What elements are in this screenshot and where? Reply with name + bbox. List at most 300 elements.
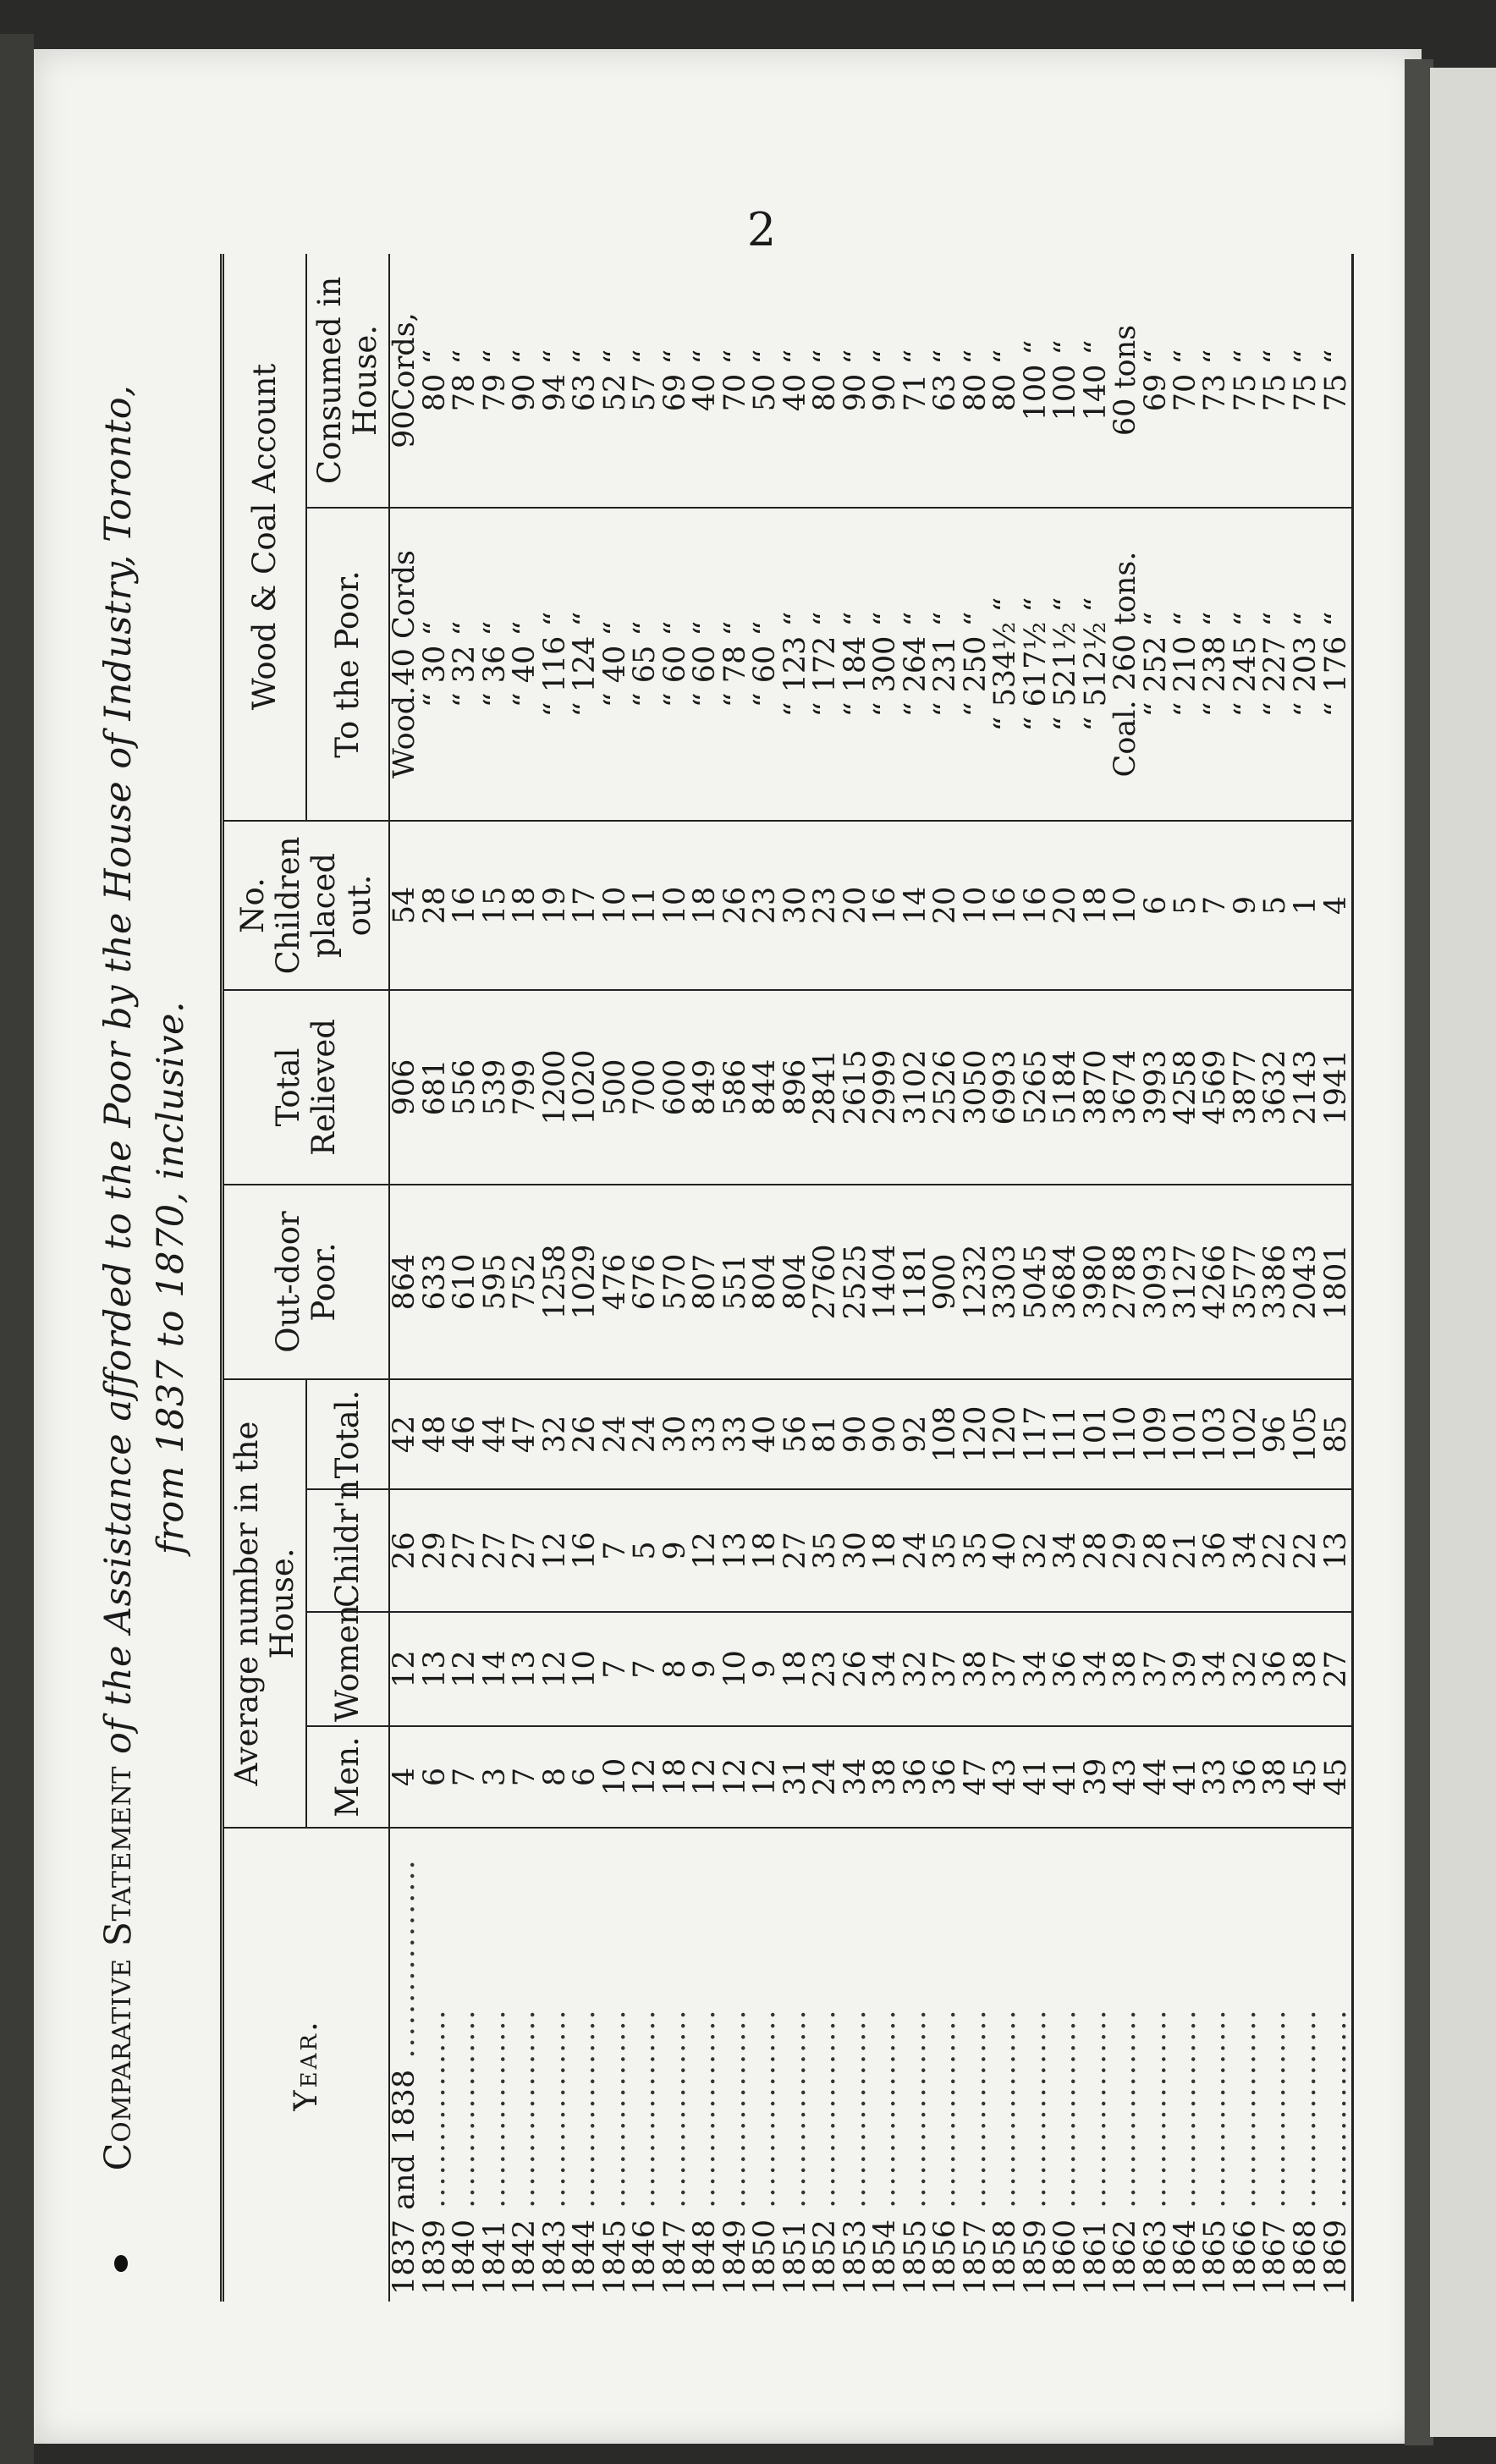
table-row — [1321, 254, 1352, 2302]
consumed-cell: 40 “ — [690, 254, 720, 508]
placed-cell: 20 — [840, 821, 870, 990]
consumed-cell: 78 “ — [450, 254, 480, 508]
table-row — [1051, 254, 1081, 2302]
outdoor-cell: 1181 — [900, 1185, 930, 1379]
men-cell: 34 — [840, 1726, 870, 1828]
children-cell: 12 — [541, 1489, 570, 1612]
year-cell — [1198, 1828, 1233, 2302]
table-row — [690, 254, 720, 2302]
to-poor-cell: “ 521½ “ — [1051, 508, 1081, 821]
outdoor-cell: 1258 — [541, 1185, 570, 1379]
women-cell: 38 — [1291, 1612, 1321, 1726]
table-body — [389, 254, 1353, 2302]
relieved-cell: 539 — [481, 990, 510, 1185]
consumed-cell: 63 “ — [570, 254, 600, 508]
outdoor-cell: 3684 — [1051, 1185, 1081, 1379]
table-row — [1081, 254, 1110, 2302]
consumed-cell: 52 “ — [601, 254, 630, 508]
consumed-cell: 94 “ — [541, 254, 570, 508]
men-cell: 6 — [570, 1726, 600, 1828]
leader-dots: .................. — [1288, 2008, 1323, 2219]
consumed-cell: 100 “ — [1051, 254, 1081, 508]
year-label: 1853 — [838, 2219, 872, 2295]
outdoor-cell: 752 — [510, 1185, 540, 1379]
total-cell: 90 — [871, 1379, 900, 1489]
outdoor-cell: 807 — [690, 1185, 720, 1379]
year-cell — [450, 1828, 480, 2302]
placed-cell: 10 — [661, 821, 690, 990]
header-consumed: Consumed in House. — [306, 254, 389, 508]
consumed-cell: 75 “ — [1261, 254, 1290, 508]
outdoor-cell: 3386 — [1261, 1185, 1290, 1379]
title-italic-1: of the Assistance afforded to the Poor by the House of Industry, Toronto, — [97, 384, 140, 1754]
table-row — [931, 254, 960, 2302]
children-cell: 21 — [1171, 1489, 1201, 1612]
table-row — [450, 254, 480, 2302]
year-cell — [840, 1828, 870, 2302]
year-cell — [537, 1828, 572, 2302]
children-cell: 35 — [811, 1489, 840, 1612]
children-cell: 40 — [991, 1489, 1020, 1612]
children-cell: 22 — [1291, 1489, 1321, 1612]
outdoor-cell: 2788 — [1111, 1185, 1141, 1379]
outdoor-cell: 3577 — [1231, 1185, 1261, 1379]
total-cell: 96 — [1261, 1379, 1290, 1489]
year-label: 1840 — [448, 2219, 482, 2295]
women-cell: 26 — [840, 1612, 870, 1726]
to-poor-cell: “ 512½ “ — [1081, 508, 1110, 821]
leader-dots: .................. — [718, 2008, 752, 2219]
women-cell: 38 — [1111, 1612, 1141, 1726]
relieved-cell: 3674 — [1111, 990, 1141, 1185]
men-cell: 4 — [389, 1726, 421, 1828]
year-label: 1865 — [1198, 2219, 1233, 2295]
relieved-cell: 1200 — [541, 990, 570, 1185]
placed-cell: 23 — [751, 821, 780, 990]
women-cell: 12 — [389, 1612, 421, 1726]
assistance-table — [220, 254, 1354, 2302]
children-cell: 28 — [1081, 1489, 1110, 1612]
relieved-cell: 700 — [630, 990, 660, 1185]
men-cell: 43 — [991, 1726, 1020, 1828]
placed-cell: 30 — [780, 821, 810, 990]
leader-dots: .................. — [537, 2008, 572, 2219]
women-cell: 37 — [1141, 1612, 1170, 1726]
year-label: 1864 — [1169, 2219, 1202, 2295]
men-cell: 45 — [1291, 1726, 1321, 1828]
outdoor-cell: 1232 — [960, 1185, 990, 1379]
children-cell: 27 — [780, 1489, 810, 1612]
consumed-cell: 60 tons — [1111, 254, 1141, 508]
consumed-cell: 71 “ — [900, 254, 930, 508]
to-poor-cell: “ 617½ “ — [1020, 508, 1050, 821]
relieved-cell: 2841 — [811, 990, 840, 1185]
relieved-cell: 2143 — [1291, 990, 1321, 1185]
outdoor-cell: 1404 — [871, 1185, 900, 1379]
relieved-cell: 896 — [780, 990, 810, 1185]
children-cell: 13 — [721, 1489, 751, 1612]
consumed-cell: 80 “ — [960, 254, 990, 508]
placed-cell: 54 — [389, 821, 421, 990]
relieved-cell: 1020 — [570, 990, 600, 1185]
outdoor-cell: 804 — [780, 1185, 810, 1379]
total-cell: 105 — [1291, 1379, 1321, 1489]
year-label: 1868 — [1288, 2219, 1323, 2295]
year-cell — [570, 1828, 600, 2302]
year-cell — [477, 1828, 512, 2302]
placed-cell: 16 — [871, 821, 900, 990]
relieved-cell: 3632 — [1261, 990, 1290, 1185]
placed-cell: 17 — [570, 821, 600, 990]
children-cell: 27 — [481, 1489, 510, 1612]
placed-cell: 7 — [1201, 821, 1230, 990]
year-label: 1844 — [568, 2219, 602, 2295]
total-cell: 109 — [1141, 1379, 1170, 1489]
leader-dots: .................. — [597, 2008, 632, 2219]
outdoor-cell: 2525 — [840, 1185, 870, 1379]
outdoor-cell: 1801 — [1321, 1185, 1352, 1379]
year-cell — [780, 1828, 810, 2302]
table-row — [871, 254, 900, 2302]
consumed-cell: 69 “ — [661, 254, 690, 508]
women-cell: 9 — [751, 1612, 780, 1726]
leader-dots: .................. — [568, 2008, 602, 2219]
placed-cell: 1 — [1291, 821, 1321, 990]
year-label: 1841 — [477, 2219, 512, 2295]
to-poor-cell: “ 124 “ — [570, 508, 600, 821]
children-cell: 32 — [1020, 1489, 1050, 1612]
women-cell: 13 — [421, 1612, 450, 1726]
men-cell: 7 — [450, 1726, 480, 1828]
header-children: Childr'n — [306, 1489, 389, 1612]
men-cell: 12 — [721, 1726, 751, 1828]
table-row — [960, 254, 990, 2302]
leader-dots: .................. — [1108, 2008, 1143, 2219]
outdoor-cell: 3303 — [991, 1185, 1020, 1379]
children-cell: 12 — [690, 1489, 720, 1612]
year-cell — [1048, 1828, 1083, 2302]
to-poor-cell: “ 123 “ — [780, 508, 810, 821]
to-poor-cell: “ 534½ “ — [991, 508, 1020, 821]
total-cell: 108 — [931, 1379, 960, 1489]
table-row — [780, 254, 810, 2302]
header-outdoor: Out-door Poor. — [223, 1185, 390, 1379]
leader-dots: .................. — [868, 2008, 903, 2219]
children-cell: 34 — [1231, 1489, 1261, 1612]
relieved-cell: 844 — [751, 990, 780, 1185]
men-cell: 7 — [510, 1726, 540, 1828]
placed-cell: 14 — [900, 821, 930, 990]
children-cell: 29 — [421, 1489, 450, 1612]
to-poor-cell: “ 184 “ — [840, 508, 870, 821]
children-cell: 5 — [630, 1489, 660, 1612]
year-cell — [958, 1828, 993, 2302]
leader-dots: .................. — [388, 1858, 422, 2070]
relieved-cell: 4569 — [1201, 990, 1230, 1185]
placed-cell: 20 — [1051, 821, 1081, 990]
total-cell: 42 — [389, 1379, 421, 1489]
to-poor-cell: “ 172 “ — [811, 508, 840, 821]
table-row — [840, 254, 870, 2302]
year-cell — [1138, 1828, 1173, 2302]
total-cell: 56 — [780, 1379, 810, 1489]
leader-dots: .................. — [748, 2008, 783, 2219]
men-cell: 12 — [751, 1726, 780, 1828]
table-row — [1201, 254, 1230, 2302]
men-cell: 38 — [1261, 1726, 1290, 1828]
placed-cell: 5 — [1171, 821, 1201, 990]
consumed-cell: 140 “ — [1081, 254, 1110, 508]
leader-dots: .................. — [1018, 2008, 1053, 2219]
children-cell: 34 — [1051, 1489, 1081, 1612]
year-label: 1869 — [1318, 2219, 1353, 2295]
year-label: 1862 — [1108, 2219, 1143, 2295]
total-cell: 48 — [421, 1379, 450, 1489]
consumed-cell: 40 “ — [780, 254, 810, 508]
header-total: Total. — [306, 1379, 389, 1489]
table-row — [1291, 254, 1321, 2302]
women-cell: 34 — [871, 1612, 900, 1726]
table-row — [541, 254, 570, 2302]
year-label: 1855 — [898, 2219, 932, 2295]
consumed-cell: 69 “ — [1141, 254, 1170, 508]
year-label: 1859 — [1018, 2219, 1053, 2295]
to-poor-cell: Wood.40 Cords — [389, 508, 421, 821]
consumed-cell: 57 “ — [630, 254, 660, 508]
year-label: 1854 — [868, 2219, 903, 2295]
table-row — [1231, 254, 1261, 2302]
women-cell: 18 — [780, 1612, 810, 1726]
total-cell: 120 — [960, 1379, 990, 1489]
placed-cell: 10 — [1111, 821, 1141, 990]
outdoor-cell: 3093 — [1141, 1185, 1170, 1379]
leader-dots: .................. — [508, 2008, 542, 2219]
to-poor-cell: “ 176 “ — [1321, 508, 1352, 821]
to-poor-cell: “ 300 “ — [871, 508, 900, 821]
consumed-cell: 90 “ — [840, 254, 870, 508]
leader-dots: .................. — [448, 2008, 482, 2219]
children-cell: 9 — [661, 1489, 690, 1612]
consumed-cell: 80 “ — [991, 254, 1020, 508]
total-cell: 24 — [601, 1379, 630, 1489]
men-cell: 43 — [1111, 1726, 1141, 1828]
women-cell: 12 — [450, 1612, 480, 1726]
statement-title — [93, 254, 144, 2302]
year-label: 1842 — [508, 2219, 542, 2295]
children-cell: 26 — [389, 1489, 421, 1612]
placed-cell: 16 — [450, 821, 480, 990]
year-label: 1852 — [808, 2219, 843, 2295]
year-cell — [628, 1828, 663, 2302]
children-cell: 35 — [960, 1489, 990, 1612]
relieved-cell: 500 — [601, 990, 630, 1185]
statement-subtitle — [146, 254, 196, 2302]
table-row — [1141, 254, 1170, 2302]
table-row — [991, 254, 1020, 2302]
children-cell: 18 — [751, 1489, 780, 1612]
women-cell: 7 — [601, 1612, 630, 1726]
outdoor-cell: 3127 — [1171, 1185, 1201, 1379]
men-cell: 44 — [1141, 1726, 1170, 1828]
year-cell — [1228, 1828, 1262, 2302]
leader-dots: .................. — [1138, 2008, 1173, 2219]
relieved-cell: 906 — [389, 990, 421, 1185]
men-cell: 12 — [630, 1726, 660, 1828]
relieved-cell: 2615 — [840, 990, 870, 1185]
header-house-group: Average number in the House. — [223, 1379, 307, 1828]
outdoor-cell: 676 — [630, 1185, 660, 1379]
year-cell — [868, 1828, 903, 2302]
table-row — [661, 254, 690, 2302]
leader-dots: .................. — [988, 2008, 1023, 2219]
women-cell: 8 — [661, 1612, 690, 1726]
year-label: 1843 — [537, 2219, 572, 2295]
relieved-cell: 3102 — [900, 990, 930, 1185]
to-poor-cell: “ 60 “ — [661, 508, 690, 821]
placed-cell: 10 — [960, 821, 990, 990]
relieved-cell: 849 — [690, 990, 720, 1185]
placed-cell: 4 — [1321, 821, 1352, 990]
relieved-cell: 3993 — [1141, 990, 1170, 1185]
to-poor-cell: “ 40 “ — [601, 508, 630, 821]
placed-cell: 16 — [1020, 821, 1050, 990]
children-cell: 30 — [840, 1489, 870, 1612]
men-cell: 18 — [661, 1726, 690, 1828]
men-cell: 6 — [421, 1726, 450, 1828]
relieved-cell: 2526 — [931, 990, 960, 1185]
women-cell: 36 — [1051, 1612, 1081, 1726]
children-cell: 18 — [871, 1489, 900, 1612]
to-poor-cell: “ 252 “ — [1141, 508, 1170, 821]
placed-cell: 5 — [1261, 821, 1290, 990]
year-cell — [1108, 1828, 1143, 2302]
women-cell: 23 — [811, 1612, 840, 1726]
relieved-cell: 681 — [421, 990, 450, 1185]
to-poor-cell: “ 231 “ — [931, 508, 960, 821]
outdoor-cell: 5045 — [1020, 1185, 1050, 1379]
men-cell: 38 — [871, 1726, 900, 1828]
table-row — [721, 254, 751, 2302]
total-cell: 102 — [1231, 1379, 1261, 1489]
women-cell: 38 — [960, 1612, 990, 1726]
placed-cell: 10 — [601, 821, 630, 990]
year-cell — [928, 1828, 963, 2302]
men-cell: 41 — [1051, 1726, 1081, 1828]
placed-cell: 16 — [991, 821, 1020, 990]
to-poor-cell: “ 210 “ — [1171, 508, 1201, 821]
children-cell: 29 — [1111, 1489, 1141, 1612]
to-poor-cell: “ 250 “ — [960, 508, 990, 821]
relieved-cell: 1941 — [1321, 990, 1352, 1185]
leader-dots: .................. — [1048, 2008, 1083, 2219]
relieved-cell: 5184 — [1051, 990, 1081, 1185]
header-placed: No. Children placed out. — [223, 821, 390, 990]
total-cell: 92 — [900, 1379, 930, 1489]
leader-dots: .................. — [1169, 2008, 1202, 2219]
women-cell: 34 — [1020, 1612, 1050, 1726]
men-cell: 24 — [811, 1726, 840, 1828]
year-cell — [417, 1828, 452, 2302]
leader-dots: .................. — [657, 2008, 692, 2219]
year-label: 1866 — [1228, 2219, 1262, 2295]
year-cell — [808, 1828, 843, 2302]
table-row — [1111, 254, 1141, 2302]
men-cell: 47 — [960, 1726, 990, 1828]
book-left-edge — [0, 34, 34, 2464]
women-cell: 37 — [991, 1612, 1020, 1726]
year-label: 1851 — [778, 2219, 812, 2295]
men-cell: 41 — [1171, 1726, 1201, 1828]
year-label: 1858 — [988, 2219, 1023, 2295]
relieved-cell: 4258 — [1171, 990, 1201, 1185]
table-row — [601, 254, 630, 2302]
men-cell: 36 — [931, 1726, 960, 1828]
outdoor-cell: 3980 — [1081, 1185, 1110, 1379]
relieved-cell: 556 — [450, 990, 480, 1185]
children-cell: 35 — [931, 1489, 960, 1612]
year-cell — [1078, 1828, 1113, 2302]
outdoor-cell: 551 — [721, 1185, 751, 1379]
table-row — [751, 254, 780, 2302]
year-cell — [510, 1828, 540, 2302]
placed-cell: 18 — [510, 821, 540, 990]
women-cell: 32 — [1231, 1612, 1261, 1726]
men-cell: 33 — [1201, 1726, 1230, 1828]
next-page-edge — [1430, 68, 1496, 2437]
total-cell: 120 — [991, 1379, 1020, 1489]
relieved-cell: 600 — [661, 990, 690, 1185]
total-cell: 101 — [1171, 1379, 1201, 1489]
leader-dots: .................. — [417, 2008, 452, 2219]
table-row — [389, 254, 421, 2302]
consumed-cell: 75 “ — [1291, 254, 1321, 508]
table-row — [1261, 254, 1290, 2302]
consumed-cell: 73 “ — [1201, 254, 1230, 508]
year-cell — [748, 1828, 783, 2302]
header-relieved: Total Relieved — [223, 990, 390, 1185]
to-poor-cell: “ 65 “ — [630, 508, 660, 821]
outdoor-cell: 595 — [481, 1185, 510, 1379]
total-cell: 46 — [450, 1379, 480, 1489]
women-cell: 36 — [1261, 1612, 1290, 1726]
header-wood-group: Wood & Coal Account — [223, 254, 307, 821]
consumed-cell: 90Cords, — [389, 254, 421, 508]
year-label: 1860 — [1048, 2219, 1083, 2295]
placed-cell: 15 — [481, 821, 510, 990]
men-cell: 41 — [1020, 1726, 1050, 1828]
year-cell — [718, 1828, 752, 2302]
children-cell: 13 — [1321, 1489, 1352, 1612]
total-cell: 32 — [541, 1379, 570, 1489]
year-cell — [657, 1828, 692, 2302]
consumed-cell: 79 “ — [481, 254, 510, 508]
year-label: 1839 — [417, 2219, 452, 2295]
children-cell: 28 — [1141, 1489, 1170, 1612]
total-cell: 33 — [721, 1379, 751, 1489]
to-poor-cell: “ 238 “ — [1201, 508, 1230, 821]
year-label: 1845 — [597, 2219, 632, 2295]
total-cell: 81 — [811, 1379, 840, 1489]
leader-dots: .................. — [1198, 2008, 1233, 2219]
placed-cell: 9 — [1231, 821, 1261, 990]
year-label: 1848 — [688, 2219, 723, 2295]
rotated-statement — [93, 254, 1413, 2302]
leader-dots: .................. — [1318, 2008, 1353, 2219]
children-cell: 22 — [1261, 1489, 1290, 1612]
table-row — [811, 254, 840, 2302]
leader-dots: .................. — [628, 2008, 663, 2219]
relieved-cell: 5265 — [1020, 990, 1050, 1185]
